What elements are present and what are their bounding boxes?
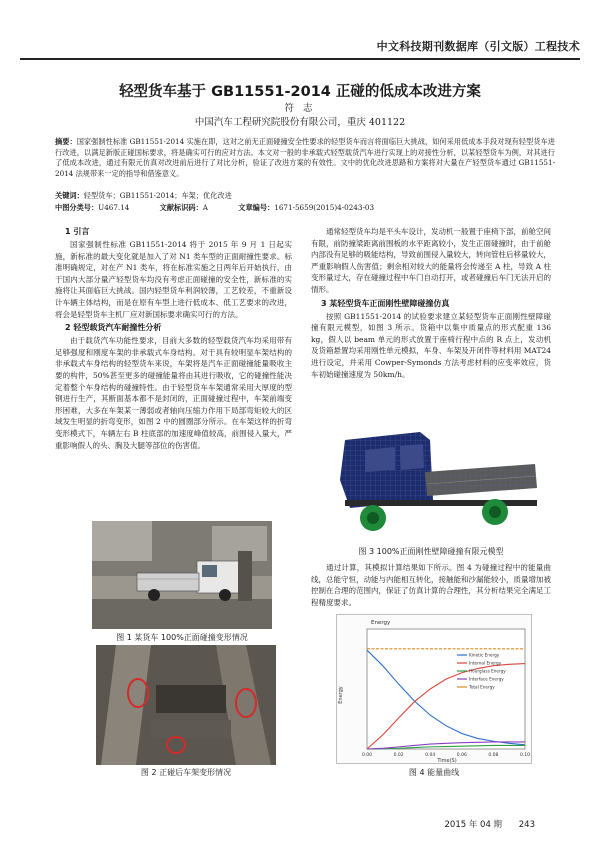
- legend-label: Hourglass Energy: [469, 668, 506, 674]
- legend-label: Total Energy: [469, 684, 495, 690]
- figure-4-chart: [336, 614, 532, 764]
- chart-title: Energy: [371, 620, 391, 626]
- clc-label: 中图分类号：: [55, 203, 99, 212]
- figure-4-caption: 图 4 能量曲线: [408, 768, 460, 777]
- chart-xlabel: Time(S): [437, 758, 457, 764]
- clc-value: U467.14: [98, 203, 130, 212]
- author: 符 志: [284, 103, 316, 114]
- section-3-paragraph: 按照 GB11551-2014 的试验要求建立某轻型货车正面刚性壁障碰撞有限元模型，如图 3 所示。货箱中以集中质量点的形式配重 136 kg，假人以 beam 单元的形式放置于座椅行程中点的 R 点上，发动机及货箱悬置均采用刚性单元模拟，车身、车架及开闭件等材料用 MAT24 进行设定，并采用 Cowper-Symonds 方法考虑材料的应变率效应，货车初始碰撞速度为 50km/h。: [311, 311, 551, 379]
- section-1-paragraph: 国家强制性标准 GB11551-2014 将于 2015 年 9 月 1 日起实施，新标准的最大变化就是加入了对 N1 类车型的正面耐撞性要求。标准明确规定，对在产 N1 类车，将在标准实施之日两年后开始执行，由于国内大部分量产轻型货车均没有考虑正面碰撞的安全性，新标准的实施将让其面临巨大挑战。国内轻型货车利润较薄，工艺较差，不重新设计车辆主体结构，而是在原有车型上进行低成本、低工艺要求的改进，将会是轻型货车主机厂应对新国标要求确实可行的方法。: [55, 240, 292, 319]
- right-paragraph-4: 通过计算，其模拟计算结果如下所示。图 4 为碰撞过程中的能量曲线，总能守恒，动能与内能相互转化，接触能和沙漏能较小，质量增加被控制在合理的范围内，保证了仿真计算的合理性，其分析结果完全满足工程精度要求。: [311, 563, 551, 607]
- affiliation: 中国汽车工程研究院股份有限公司，重庆 401122: [194, 117, 406, 128]
- figure-1-crash-photo: [92, 521, 272, 629]
- chart-plot-area: [367, 629, 525, 749]
- x-tick-label: 0.10: [519, 753, 531, 758]
- page-footer: [445, 818, 536, 830]
- header-rule: [20, 58, 580, 60]
- section-2-heading: 2 轻型载货汽车耐撞性分析: [65, 323, 162, 333]
- figure-3-caption: 图 3 100%正面刚性壁障碰撞有限元模型: [358, 547, 504, 556]
- figure-1-caption: 图 1 某货车 100%正面碰撞变形情况: [116, 633, 248, 642]
- article-no-label: 文章编号：: [238, 203, 275, 212]
- keywords-label: 关键词：: [55, 191, 84, 200]
- right-paragraph-1: 通常轻型货车均是平头车设计，发动机一般置于座椅下部，前舱空间有限，前防撞梁距离前围板的水平距离较小，发生正面碰撞时，由于前舱内部没有足够的吸能结构，导致前围侵入量较大，转向管柱后移量较大，严重影响假人伤害值；剩余相对较大的能量将会传递至 A 柱，导致 A 柱变形量过大，存在碰撞过程中车门自动打开，或者碰撞后车门无法开启的情形。: [311, 227, 551, 294]
- journal-header: 中文科技期刊数据库（引文版）工程技术: [376, 40, 580, 53]
- abstract: [55, 137, 555, 179]
- figure-2-caption: 图 2 正碰后车架变形情况: [140, 768, 232, 777]
- chart-ylabel: Energy: [338, 686, 344, 704]
- figure-2-frame-photo: [96, 645, 276, 765]
- energy-chart-svg: [337, 615, 533, 765]
- classification: [55, 203, 555, 213]
- x-tick-label: 0.02: [393, 753, 404, 758]
- keywords-text: 轻型货车；GB11551-2014；车架；优化改进: [83, 191, 232, 200]
- legend-label: Internal Energy: [469, 660, 502, 666]
- section-3-heading: 3 某轻型货车正面刚性壁障碰撞仿真: [321, 298, 450, 308]
- x-tick-label: 0.06: [456, 753, 467, 758]
- legend-label: Kinetic Energy: [469, 652, 500, 658]
- figure-3-fe-model: [325, 420, 545, 540]
- x-tick-label: 0.00: [361, 753, 373, 758]
- left-column: [55, 226, 292, 451]
- abstract-label: 摘要：: [55, 137, 77, 146]
- x-tick-label: 0.08: [488, 753, 499, 758]
- article-no-value: 1671-5659(2015)4-0243-03: [274, 203, 375, 212]
- section-2-paragraph: 由于载货汽车功能性要求，目前大多数的轻型载货汽车均采用带有足够强度和刚度车架的非承载式车身结构。对于具有较明显车架结构的非承载式车身结构的轻型货车来说，车架将是汽车正面碰撞能量吸收主要的构件，50%甚至更多的碰撞能量将由其进行吸收，它的碰撞性能决定着整个车身结构的碰撞特性。由于轻型货车车架通常采用大厚度的型钢进行生产，其断面基本都不是封闭的，正面碰撞过程中，车架前端变形困难，大多在车架某一薄弱或者轴向压缩力作用下局部弯矩较大的区域发生明显的折弯变形，如图 2 中的圆圈部分所示。在车架这样的折弯变形模式下，车辆左右 B 柱底部的加速度峰值较高，前围侵入量大，严重影响假人的头、胸及大腿等部位的伤害值。: [55, 336, 292, 450]
- x-tick-label: 0.04: [425, 753, 436, 758]
- right-column-top: [311, 226, 551, 380]
- legend-label: Interface Energy: [469, 676, 504, 682]
- keywords: [55, 191, 555, 201]
- footer-issue: 2015 年 04 期: [444, 820, 503, 830]
- doc-code-value: A: [202, 203, 208, 212]
- paper-title: 轻型货车基于 GB11551-2014 正碰的低成本改进方案: [119, 84, 481, 100]
- section-1-heading: 1 引言: [65, 227, 90, 236]
- doc-code-label: 文献标识码：: [159, 203, 203, 212]
- footer-page-number: 243: [518, 820, 535, 830]
- abstract-text: 国家强制性标准 GB11551-2014 实施在即，这对之前无正面碰撞安全性要求的轻型货车而言将面临巨大挑战，如何采用低成本手段对现有轻型货车进行改进，以满足新版正碰国标要求，将是确实可行的应对方法。本文对一般的非承载式轻型载货汽车进行实现上的对接性分析，以某轻型货车为例，对其进行了低成本改进，通过有限元仿真对改进前后进行了对比分析，验证了改进方案的有效性。文中的优化改进思路和方案将对大量在产轻型货车通过 GB11551-2014 法规带来一定的指导和借鉴意义。: [55, 137, 555, 178]
